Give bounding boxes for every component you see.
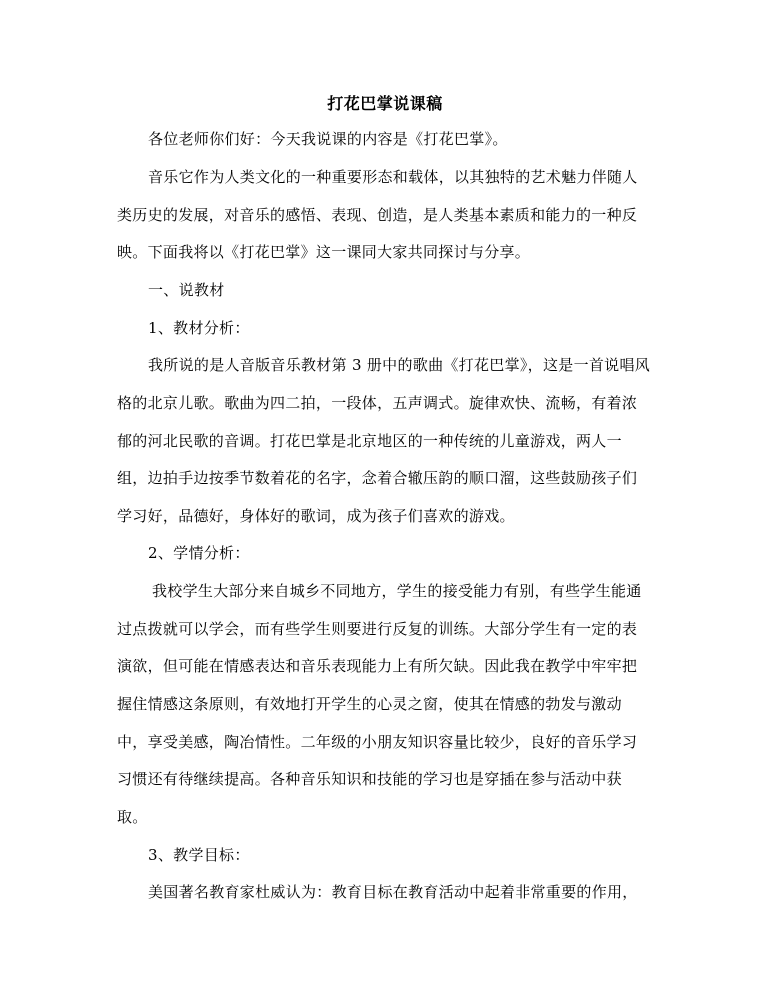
paragraph-line: 类历史的发展，对音乐的感悟、表现、创造，是人类基本素质和能力的一种反 [117,206,638,224]
paragraph-line: 习惯还有待继续提高。各种音乐知识和技能的学习也是穿插在参与活动中获 [117,770,622,788]
paragraph-line: 映。下面我将以《打花巴掌》这一课同大家共同探讨与分享。 [117,243,531,261]
paragraph-line: 各位老师你们好：今天我说课的内容是《打花巴掌》。 [148,130,508,148]
paragraph-line: 过点拨就可以学会，而有些学生则要进行反复的训练。大部分学生有一定的表 [117,620,638,638]
paragraph-line: 美国著名教育家杜威认为：教育目标在教育活动中起着非常重要的作用， [148,883,638,901]
paragraph-line: 我所说的是人音版音乐教材第 3 册中的歌曲《打花巴掌》，这是一首说唱风 [148,356,651,374]
paragraph-line: 取。 [117,808,148,826]
paragraph-line: 中，享受美感，陶冶情性。二年级的小朋友知识容量比较少，良好的音乐学习 [117,733,638,751]
paragraph-line: 握住情感这条原则，有效地打开学生的心灵之窗，使其在情感的勃发与激动 [117,695,622,713]
paragraph-line: 音乐它作为人类文化的一种重要形态和载体，以其独特的艺术魅力伴随人 [148,168,638,186]
paragraph-line: 学习好，品德好，身体好的歌词，成为孩子们喜欢的游戏。 [117,507,515,525]
paragraph-line: 我校学生大部分来自城乡不同地方，学生的接受能力有别，有些学生能通 [152,582,642,600]
document-title: 打花巴掌说课稿 [327,94,443,113]
paragraph-line: 组，边拍手边按季节数着花的名字，念着合辙压韵的顺口溜，这些鼓励孩子们 [117,469,638,487]
subsection-heading: 3、教学目标： [148,846,250,864]
paragraph-line: 郁的河北民歌的音调。打花巴掌是北京地区的一种传统的儿童游戏，两人一 [117,432,622,450]
section-heading: 一、说教材 [148,281,225,299]
subsection-heading: 2、学情分析： [148,544,250,562]
paragraph-line: 演欲，但可能在情感表达和音乐表现能力上有所欠缺。因此我在教学中牢牢把 [117,657,638,675]
paragraph-line: 格的北京儿歌。歌曲为四二拍，一段体，五声调式。旋律欢快、流畅，有着浓 [117,394,638,412]
subsection-heading: 1、教材分析： [148,319,250,337]
